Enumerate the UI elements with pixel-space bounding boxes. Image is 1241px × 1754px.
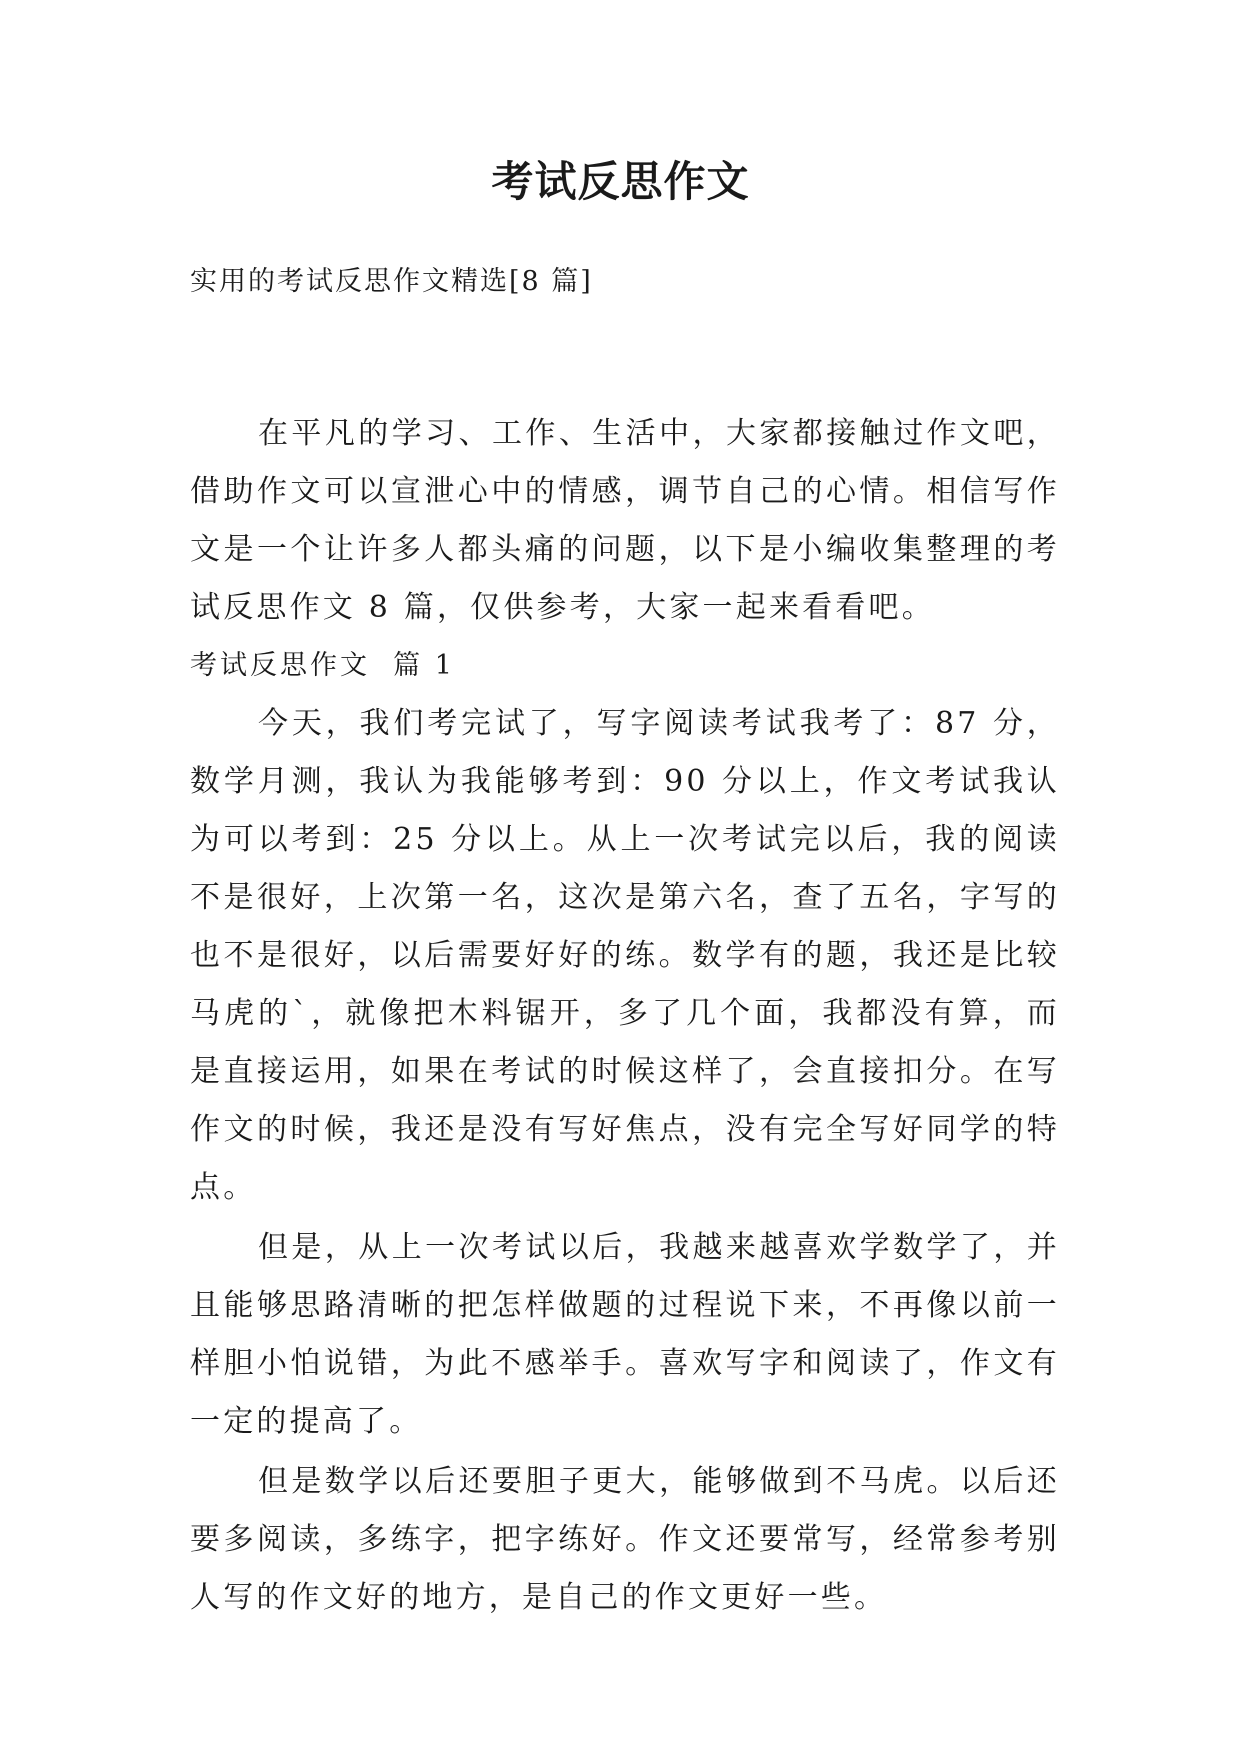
intro-paragraph: 在平凡的学习、工作、生活中，大家都接触过作文吧，借助作文可以宣泄心中的情感，调节自己的心情。相信写作文是一个让许多人都头痛的问题，以下是小编收集整理的考试反思作文 8 篇，仅供参考，大家一起来看看吧。 [190,416,1060,625]
document-body [190,405,1060,1627]
document-title: 考试反思作文 [491,157,750,206]
body-paragraph: 但是，从上一次考试以后，我越来越喜欢学数学了，并且能够思路清晰的把怎样做题的过程说下来，不再像以前一样胆小怕说错，为此不感举手。喜欢写字和阅读了，作文有一定的提高了。 [190,1230,1060,1439]
document-subtitle: 实用的考试反思作文精选[8 篇] [190,266,593,297]
section-heading: 考试反思作文 篇 1 [190,650,455,681]
body-paragraph: 今天，我们考完试了，写字阅读考试我考了：87 分，数学月测，我认为我能够考到：90 分以上，作文考试我认为可以考到：25 分以上。从上一次考试完以后，我的阅读不是很好，上次第一名，这次是第六名，查了五名，字写的也不是很好，以后需要好好的练。数学有的题，我还是比较马虎的`，就像把木料锯开，多了几个面，我都没有算，而是直接运用，如果在考试的时候这样了，会直接扣分。在写作文的时候，我还是没有写好焦点，没有完全写好同学的特点。 [190,706,1060,1205]
body-paragraph: 但是数学以后还要胆子更大，能够做到不马虎。以后还要多阅读，多练字，把字练好。作文还要常写，经常参考别人写的作文好的地方，是自己的作文更好一些。 [190,1464,1060,1615]
